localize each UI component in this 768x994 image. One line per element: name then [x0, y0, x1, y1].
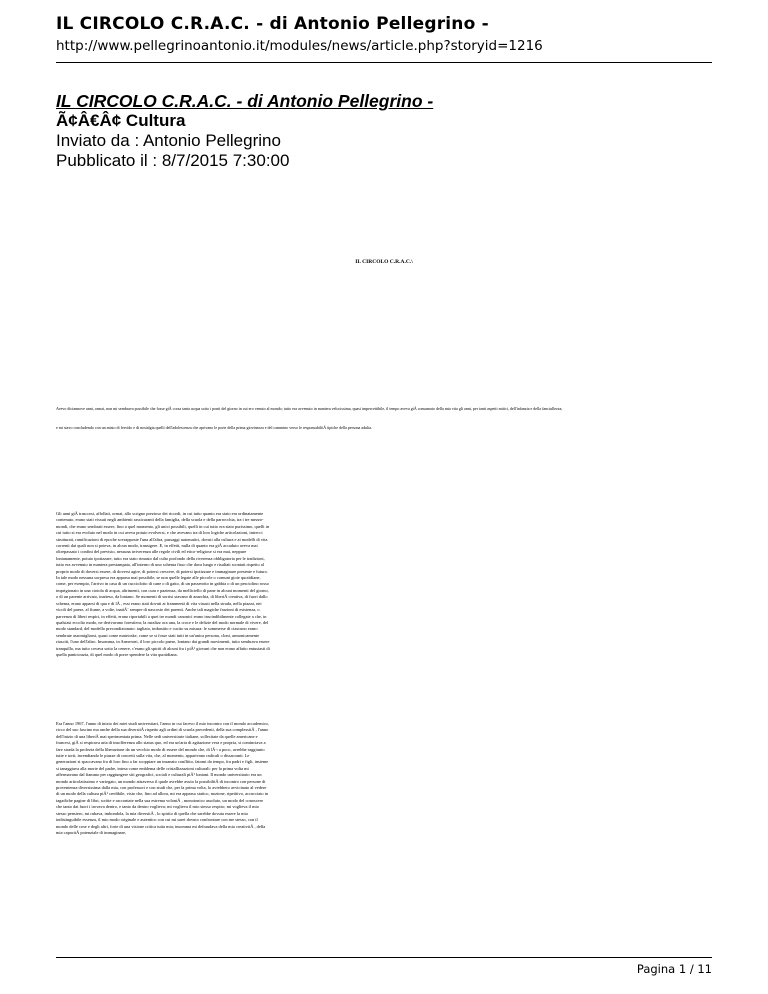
running-header-url: http://www.pellegrinoantonio.it/modules/news/article.php?storyid=1216: [56, 38, 543, 54]
article-author: Inviato da : Antonio Pellegrino: [56, 131, 281, 150]
intro-line-2: e mi stavo concludendo con un misto di fervido e di nostalgia quelli dell'adolescenza che aprivano le porte della prima giovinezza e del cammino verso le responsabilitÃ tipiche della persona adulta.: [56, 425, 373, 430]
page-number: Pagina 1 / 11: [636, 962, 712, 976]
body-paragraph-2: Era l'anno 1967, l'anno di inizio dei miei studi universitari, l'anno in cui facevo il mio incontro con il mondo accademico, ricco del suo fascino ma anche della sua diversitÃ rispetto agli ordini di scuola precedenti, della sua complessitÃ , l'anno dell'inizio di una libertÃ mai sperimentata prima. Nelle sedi universitarie italiane, sollecitate da quelle americane e francesi, giÃ si respirava aria di insofferenza allo status quo, ed era un'aria di agitazione vera e propria, si cominciava a fare strada la profezia della liberazione da un vecchio modo di essere del mondo che, di lÃ¬ a poco, avrebbe raggiunto tutte e torti, incendiando le piazze di concetti sulla vita, che, al momento, apparivano radicali o dissacranti. Le generazioni si spaccavano fra di loro fino a far scoppiare un insanato conflitto, fatomi da tempo, fra padri e figli, insieme si tanaggiava alla morte del padre, intesa come emblema delle cristallizzazioni culturali: per la prima volta mi affermavano dal fiammo per raggiungere siti geografici, sociali e culturali piÃ¹ lontani. Il mondo universitario era un mondo articolatissimo e variegato, un mondo attraverso il quale avrebbe avuto la possibilitÃ di incontro con persone di provenienza diversissima dalla mia, con professori e con studi che, per la prima volta, lo avrebbero avvicinato al vedere di un modo della cultura piÃ¹ credibile, visto che, fino ad allora, mi era apparso statico, nozione, ripetitivo, accucciato in tagadiche pagine di libri, scritte e raccontate nella sua estrema volontÃ , monotonico assoluto, un modo del conoscere che tanto dai fuori i trovava dentro, e tanto da dentro voglieva; mi voglieva il mio stesso respiro; mi voglieva il mio stesso pensiero, mi rubava, imbondola, la mia diversitÃ , lo spirito di quella che sarebbe dovuta essere la mia indistinguibile essenza, il mio modo originale e autentico con cui mi sarei dovuto confrontare con me stesso, con il mondo delle cose e degli altri, forte di una visione critica tutta mia; insomma mi defraudava della mia creativitÃ , della mia capacitÃ potenziale di immaginare,: [56, 721, 269, 835]
intro-line-1: Avevo diciannove anni, ormai, non mi sembrava possibile che fosse giÃ corsa tanta acqua sotto i ponti del giorno in cui ero venuto al mondo; tutto era avvenuto in maniera velocissima, quasi impercettibile, il tempo aveva giÃ consumato della mia vita gli anni, per tanti aspetti mitici, dell'infanzia e della fanciullezza,: [56, 406, 563, 411]
header-divider: [56, 62, 712, 63]
running-header-title: IL CIRCOLO C.R.A.C. - di Antonio Pellegrino -: [56, 14, 489, 34]
body-paragraph-1: Gli anni giÃ trascorsi, affollati, ormai, allo scrigno prezioso dei ricordi, in cui tutto quanto era stato era ordinatamente contenuto, erano stati vissuti negli ambienti rassicuranti della famiglia, della scuola e della parrocchia, tra i tre mezzo-mondi, che erano sembrati essere, fino a quel momento, gli unici possibili, quelli in cui tutto era stato purissimo, quelli in cui tutto si era evoluto nel modo in cui aveva potuto evolversi, e che avevano tra di loro logiche articolazioni, intrecci strutturati, ramificazioni di epoche sovrapposte l'una all'altra, passaggi automatici, dovuti alla cultura e ai modelli di vita correnti dai quali non si poteva, in alcun modo, transigere. E, in effetti, nulla di quanto era giÃ accaduto aveva mai oltrepassato i confini del previsto, nessuna irriverenza alle regole civili ed etico-religiose si era mai, neppure lontanamente, potuto ipotizzare, tutto era stato rimasto dal culto profondo della riverenza obbligatoria per le tradizioni, tutto era avvenuto in maniera prestampata, all'interno di uno schema fisso che dava lungo e risultati scontati rispetto al proprio modo di doversi essere, di doversi agire, di potersi crescere, di potersi ipotizzare e immaginare presente e futuro. In tale modo nessuna sorpresa era apparsa mai possibile, se non quelle legate alle piccole o comuni gioie quotidiane, come, per esempio, l'arrivo in casa di un cucciolotto di cane o di gatto, di un passerotto in gabbia o di un pesciolino rosso imprigionato in una ciotola di acqua, altrimenti, con cura e pazienza, da melliciello di pane in alcuni momenti del giorno, o di un parente arrivato, inatteso, da lontano. Se momenti di sorrisi stavano di anarchia, di libertÃ creativa, di fuori dallo schema, erano apparsi di qua e di lÃ , essi erano stati dovuti ai frammenti di vita vissuti nella strada, nella piazza, nei vicoli del paese, al fiume, a volte, inattÃ¨ sempre di nascosto dei parenti. Anche tali magiche frazioni di esistenza, o parvenza di liberi respiri, in effetti, erano riportabili a quei tre mondi canonici erano inscindibilmente collegate a che, in qualsiasi eccolto modo, ne derivavano forestiera; la ruralizz ora una, la croce e le delizie del modo normale di vivere, del modo standard, del modello precondizionato: tagliato, imbastito e cucito su misura: le sommerse di ciascuno erano sembrate assomigliarsi, quasi come matrioske, come se si fosse stati tutti in un'unica persona, cloni, armonicamente riusciti, l'uno dell'altro. Insomma, in Armeroni, il loro piccolo paese, lontano dai grandi movimenti, tutto sembrava essere tranquillo, ma tutto covava sotto la cenere, c'erano gli spiriti di alcuni fra i piÃ¹ giovani che non erano affatto entusiasti di quella pantocrazia, di quel modo di porre spendere la vita quotidiana.: [56, 511, 270, 657]
body-inner-title: IL CIRCOLO C.R.A.C.\: [355, 259, 413, 265]
article-topic: Ã¢Â€Â¢ Cultura: [56, 111, 186, 130]
article-title: IL CIRCOLO C.R.A.C. - di Antonio Pellegrino -: [56, 91, 434, 111]
article-date: Pubblicato il : 8/7/2015 7:30:00: [56, 151, 290, 170]
footer-divider: [56, 957, 712, 958]
